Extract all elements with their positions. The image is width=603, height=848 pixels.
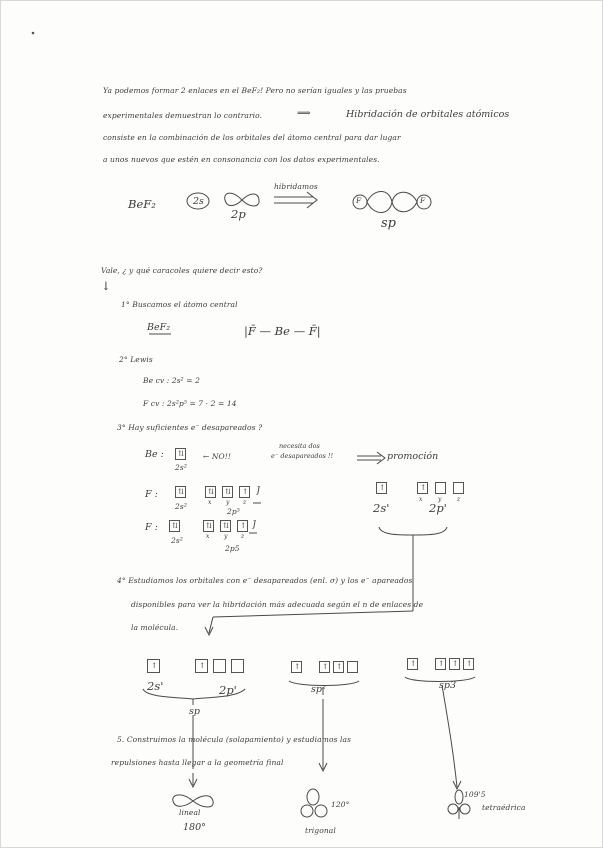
diagram1-formula: BeF₂	[128, 197, 156, 211]
f2-2s-box: ⇅	[169, 520, 180, 532]
hybrid-f-left-circle	[353, 195, 367, 209]
f1-config-label: F :	[145, 489, 158, 500]
f1-2s-box: ⇅	[175, 486, 186, 498]
step3-label: 3° Hay suficientes e⁻ desapareados ?	[117, 423, 263, 432]
f2-2pz-box: ↑	[237, 520, 248, 532]
tetra-angle: 109'5	[464, 790, 486, 799]
step1-label: 1° Buscamos el átomo central	[121, 300, 238, 309]
f1-y: y	[226, 499, 230, 506]
hand-drawn-strokes	[1, 1, 602, 847]
sp3-box-1: ↑	[407, 658, 418, 670]
sp-2s-label: 2s'	[147, 679, 164, 693]
orbital-p-label: 2p	[231, 207, 246, 221]
step2-label: 2° Lewis	[119, 355, 153, 364]
f2-2s-label: 2s²	[171, 536, 183, 545]
sp-label: sp	[189, 706, 200, 717]
intro-line-4: a unos nuevos que estén en consonancia con los datos experimentales.	[103, 155, 380, 164]
f1-2py-box: ⇅	[222, 486, 233, 498]
promo-2px-box: ↑	[417, 482, 428, 494]
trigonal-angle: 120°	[331, 800, 350, 809]
hybrid-lobe-b	[367, 192, 417, 212]
linear-angle: 180°	[183, 822, 206, 833]
sp2-label: sp²	[311, 684, 326, 695]
question-arrow: ↓	[101, 279, 111, 293]
note-line-1: necesita dos	[279, 442, 320, 450]
sp-2s-box: ↑	[147, 659, 160, 673]
notebook-page: Ya podemos formar 2 enlaces en el BeF₂! Pero no serían iguales y las pruebas experimentales demuestran lo contrario. ⟹ Hibridación de orbitales atómicos consiste en la combinación de los orbitales del átomo central para dar lugar a unos nuevos que estén en consonancia con los datos experimentales. BeF₂ 2s 2p hibridamos F F sp Vale, ¿ y qué caracoles quiere decir esto? ↓ 1° Buscamos el átomo central BeF₂ |F̄ — Be — F̄| 2° Lewis Be cv : 2s² = 2 F cv : 2s²p⁵ = 7 · 2 = 14 3° Hay suficientes e⁻ desapareados ? Be : ⇅ 2s² ← NO!! necesita dos e⁻ desapareados !! promoción F : ⇅ ⇅ ⇅ ↑ ] x y z 2s² 2p⁵ F : ⇅ ⇅ ⇅ ↑ ] x y z 2s² 2p5 ↑ ↑ x y z 2s' 2p' 4° Estudiamos los orbitales con e⁻ desapareados (enl. σ) y los e⁻ apareados disponibles para ver la hibridación más adecuada según el n de enlaces de la molécula. ↑ ↑ 2s' 2p' ↑ ↑ ↑ sp² ↑ ↑ ↑ ↑ sp3 sp 5. Construimos la molécula (solapamiento) y estudiamos las repulsiones hasta llegar a la geometría final lineal 180° 120° trigonal 109'5 tetraédrica	[0, 0, 603, 848]
sp3-box-4: ↑	[463, 658, 474, 670]
be-2s-label: 2s²	[175, 463, 187, 472]
sp2-box-3: ↑	[333, 661, 344, 673]
step2-be-line: Be cv : 2s² = 2	[143, 376, 201, 385]
intro-line-2: experimentales demuestran lo contrario.	[103, 111, 263, 120]
promo-z: z	[457, 496, 461, 503]
promo-2s-box: ↑	[376, 482, 387, 494]
hybrid-sp-label: sp	[381, 216, 396, 231]
f2-x: x	[206, 533, 210, 540]
sp2-box-2: ↑	[319, 661, 330, 673]
hybridize-label: hibridamos	[274, 182, 318, 191]
f1-2pz-box: ↑	[239, 486, 250, 498]
sp3-box-3: ↑	[449, 658, 460, 670]
hybrid-f-right: F	[420, 196, 426, 205]
linear-label: lineal	[179, 808, 201, 817]
f1-2p-label: 2p⁵	[227, 507, 240, 516]
trigonal-label: trigonal	[305, 826, 336, 835]
be-2s-box: ⇅	[175, 448, 186, 460]
promo-x: x	[419, 496, 423, 503]
orbital-p-lobes	[225, 193, 259, 206]
intro-heading: Hibridación de orbitales atómicos	[346, 109, 510, 120]
f2-z: z	[241, 533, 245, 540]
intro-line-3: consiste en la combinación de los orbitales del átomo central para dar lugar	[103, 133, 401, 142]
promo-y: y	[438, 496, 442, 503]
f2-config-label: F :	[145, 522, 158, 533]
sp-2p-label: 2p'	[219, 683, 237, 697]
f2-2py-box: ⇅	[220, 520, 231, 532]
tetra-label: tetraédrica	[482, 803, 526, 812]
f2-2p-label: 2p5	[225, 544, 240, 553]
promo-2p-label: 2p'	[429, 501, 447, 515]
no-text: ← NO!!	[203, 452, 232, 461]
step4-line-1: 4° Estudiamos los orbitales con e⁻ desapareados (enl. σ) y los e⁻ apareados	[117, 576, 413, 585]
intro-line-1: Ya podemos formar 2 enlaces en el BeF₂! Pero no serían iguales y las pruebas	[103, 86, 407, 95]
be-config-label: Be :	[145, 449, 164, 460]
sp3-label: sp3	[439, 680, 457, 691]
f1-z: z	[243, 499, 247, 506]
intro-arrow: ⟹	[297, 108, 311, 119]
f2-y: y	[224, 533, 228, 540]
orbital-s-circle	[187, 193, 209, 209]
step1-lewis: |F̄ — Be — F̄|	[244, 324, 321, 338]
sp-2p-box-1: ↑	[195, 659, 208, 673]
f1-2px-box: ⇅	[205, 486, 216, 498]
sp2-box-1: ↑	[291, 661, 302, 673]
hybridize-arrow-head	[307, 192, 317, 208]
question-text: Vale, ¿ y qué caracoles quiere decir esto?	[101, 266, 263, 275]
step5-line-2: repulsiones hasta llegar a la geometría final	[111, 758, 284, 767]
hybrid-f-right-circle	[417, 195, 431, 209]
orbital-s-label: 2s	[193, 196, 204, 207]
step4-line-3: la molécula.	[131, 623, 179, 632]
step1-formula: BeF₂	[147, 322, 171, 333]
note-line-2: e⁻ desapareados !!	[271, 452, 334, 460]
f1-2s-label: 2s²	[175, 502, 187, 511]
sp3-box-2: ↑	[435, 658, 446, 670]
step4-line-2: disponibles para ver la hibridación más adecuada según el n de enlaces de	[131, 600, 424, 609]
step5-line-1: 5. Construimos la molécula (solapamiento) y estudiamos las	[117, 735, 352, 744]
step2-f-line: F cv : 2s²p⁵ = 7 · 2 = 14	[143, 399, 237, 408]
f1-x: x	[208, 499, 212, 506]
promo-2s-label: 2s'	[373, 501, 390, 515]
f2-2px-box: ⇅	[203, 520, 214, 532]
promotion-label: promoción	[387, 451, 439, 462]
hybrid-f-left: F	[356, 196, 362, 205]
